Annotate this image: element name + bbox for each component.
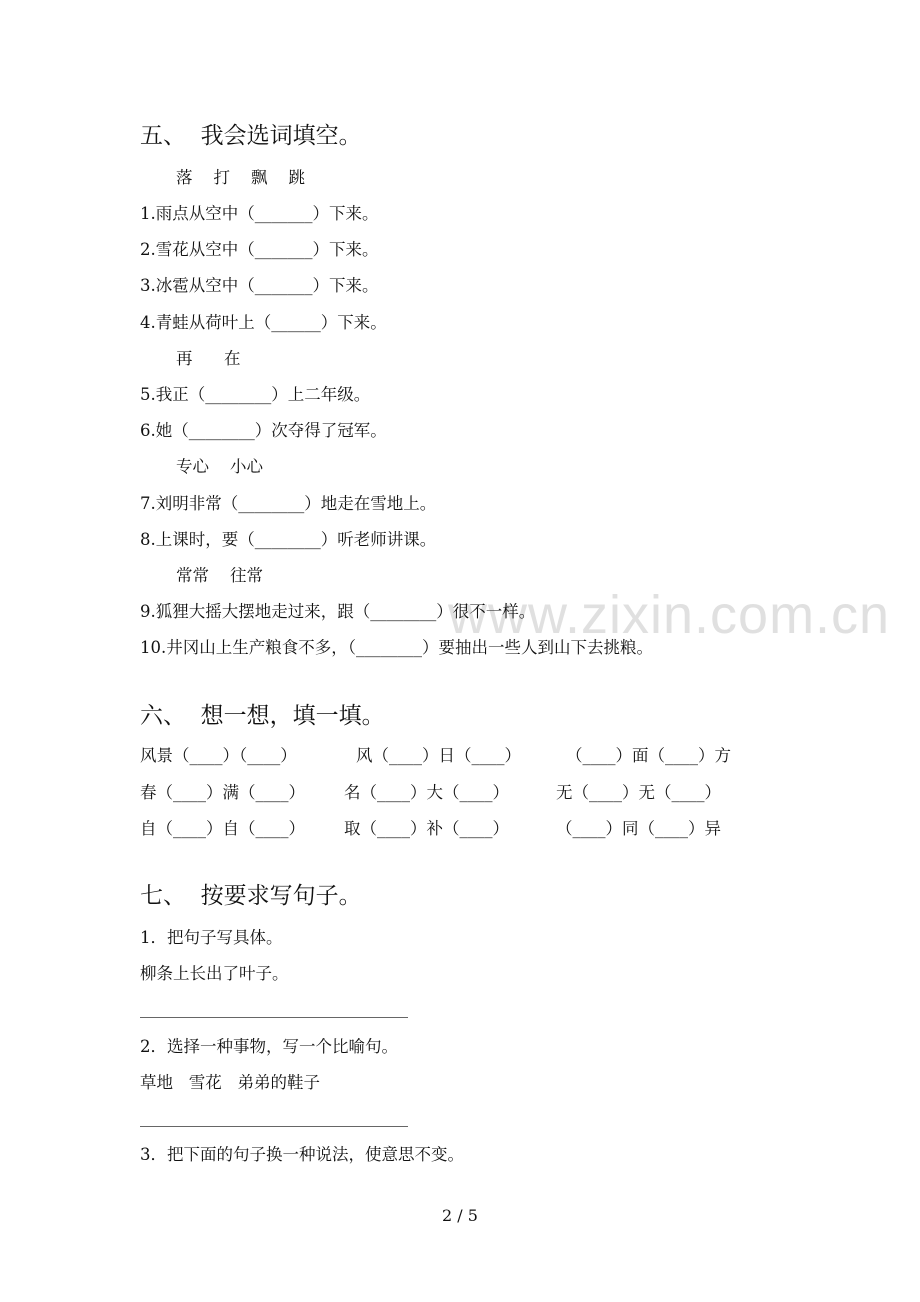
question-8: 8.上课时，要（________）听老师讲课。 xyxy=(140,530,437,549)
idiom-cell: 春（____）满（____） xyxy=(140,783,305,802)
idiom-cell: 无（____）无（____） xyxy=(556,783,721,802)
watermark: www.zixin.com.cn xyxy=(448,585,891,645)
question-2: 2.雪花从空中（_______）下来。 xyxy=(140,240,379,259)
answer-line-2[interactable] xyxy=(140,1126,408,1127)
question-4: 4.青蛙从荷叶上（______）下来。 xyxy=(140,313,387,332)
idiom-cell: 自（____）自（____） xyxy=(140,819,305,838)
question-5: 5.我正（________）上二年级。 xyxy=(140,385,371,404)
section6-title: 六、 想一想，填一填。 xyxy=(140,703,385,729)
word-choices-1: 落 打 飘 跳 xyxy=(176,168,305,187)
task-2: 2．选择一种事物，写一个比喻句。 xyxy=(140,1037,398,1056)
task-1-sentence: 柳条上长出了叶子。 xyxy=(140,964,289,983)
question-1: 1.雨点从空中（_______）下来。 xyxy=(140,204,379,223)
idiom-cell: 风（____）日（____） xyxy=(356,746,521,765)
question-7: 7.刘明非常（________）地走在雪地上。 xyxy=(140,494,437,513)
idiom-cell: 名（____）大（____） xyxy=(344,783,509,802)
idiom-cell: （____）同（____）异 xyxy=(556,819,721,838)
answer-line-1[interactable] xyxy=(140,1017,408,1018)
word-choices-2: 再 在 xyxy=(176,349,241,368)
idiom-cell: 取（____）补（____） xyxy=(344,819,509,838)
task-1: 1．把句子写具体。 xyxy=(140,928,283,947)
page-number: 2 / 5 xyxy=(442,1206,478,1225)
word-choices-3: 专心 小心 xyxy=(176,457,263,476)
question-9: 9.狐狸大摇大摆地走过来，跟（________）很不一样。 xyxy=(140,602,536,621)
section7-title: 七、 按要求写句子。 xyxy=(140,883,362,909)
idiom-cell: （____）面（____）方 xyxy=(566,746,731,765)
question-3: 3.冰雹从空中（_______）下来。 xyxy=(140,276,379,295)
question-6: 6.她（________）次夺得了冠军。 xyxy=(140,421,387,440)
word-choices-4: 常常 往常 xyxy=(176,566,263,585)
idiom-cell: 风景（____）（____） xyxy=(140,746,297,765)
task-3: 3．把下面的句子换一种说法，使意思不变。 xyxy=(140,1145,464,1164)
question-10: 10.井冈山上生产粮食不多，（________）要抽出一些人到山下去挑粮。 xyxy=(140,638,653,657)
section5-title: 五、 我会选词填空。 xyxy=(140,123,362,149)
task-2-words: 草地 雪花 弟弟的鞋子 xyxy=(140,1073,320,1092)
